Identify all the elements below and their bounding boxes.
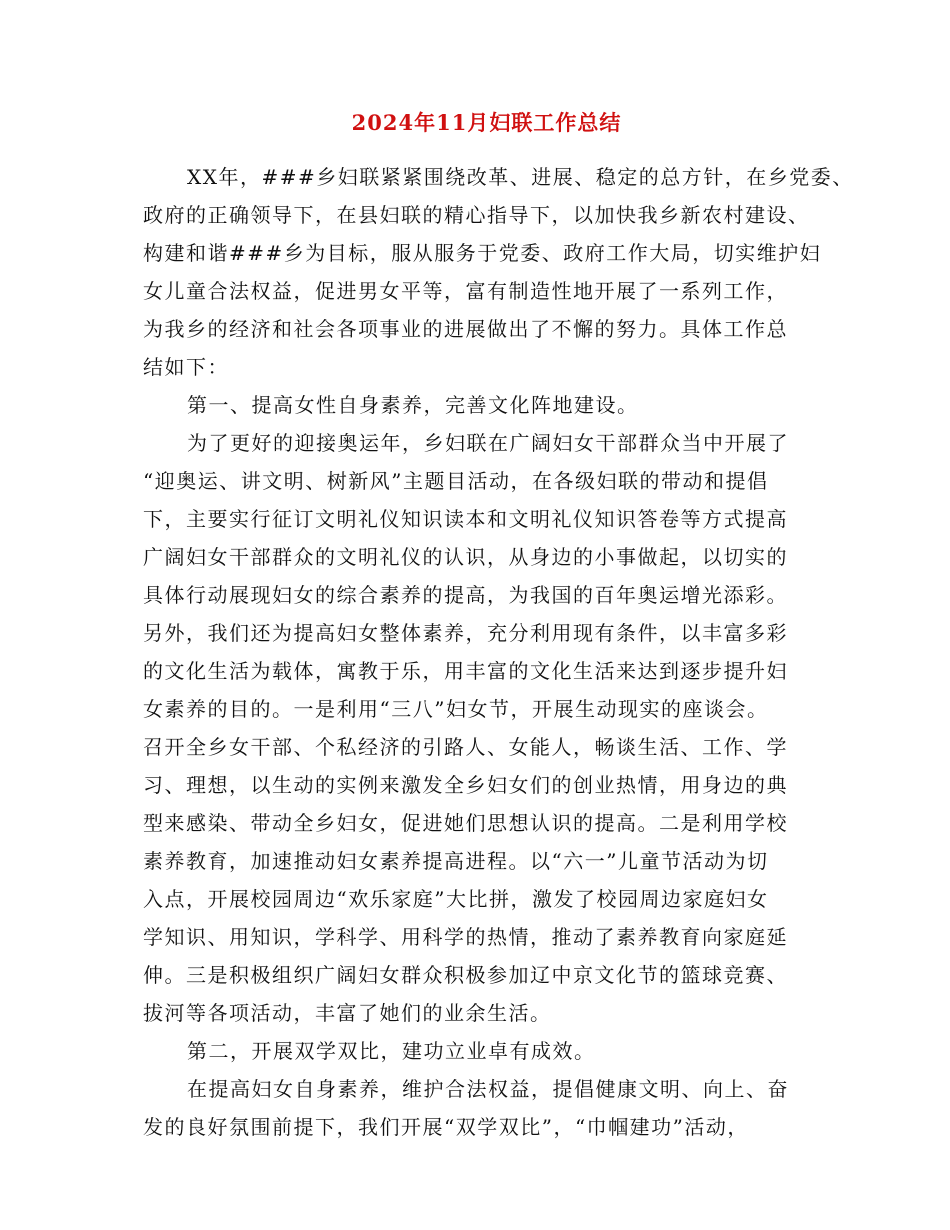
text-line: 的文化生活为载体，寓教于乐，用丰富的文化生活来达到逐步提升妇 bbox=[143, 659, 788, 683]
text-line: 伸。三是积极组织广阔妇女群众积极参加辽中京文化节的篮球竞赛、 bbox=[143, 963, 788, 987]
document-title: 2024年11月妇联工作总结 bbox=[351, 110, 622, 135]
text-line: 第二，开展双学双比，建功立业卓有成效。 bbox=[187, 1039, 596, 1063]
text-line: 女素养的目的。一是利用“三八”妇女节，开展生动现实的座谈会。 bbox=[143, 697, 769, 721]
text-line: 广阔妇女干部群众的文明礼仪的认识，从身边的小事做起，以切实的 bbox=[143, 545, 788, 569]
text-line: 具体行动展现妇女的综合素养的提高，为我国的百年奥运增光添彩。 bbox=[143, 583, 788, 607]
text-line: 在提高妇女自身素养，维护合法权益，提倡健康文明、向上、奋 bbox=[187, 1077, 789, 1101]
text-line: 第一、提高女性自身素养，完善文化阵地建设。 bbox=[187, 393, 639, 417]
text-line: 素养教育，加速推动妇女素养提高进程。以“六一”儿童节活动为切 bbox=[143, 849, 769, 873]
text-line: 入点，开展校园周边“欢乐家庭”大比拼，激发了校园周边家庭妇女 bbox=[143, 887, 769, 911]
text-line: 习、理想，以生动的实例来激发全乡妇女们的创业热情，用身边的典 bbox=[143, 773, 788, 797]
document-body bbox=[143, 158, 854, 1146]
text-line: 为了更好的迎接奥运年，乡妇联在广阔妇女干部群众当中开展了 bbox=[187, 431, 789, 455]
text-line: 拔河等各项活动，丰富了她们的业余生活。 bbox=[143, 1001, 552, 1025]
text-line: 结如下： bbox=[143, 355, 229, 379]
text-line: 为我乡的经济和社会各项事业的进展做出了不懈的努力。具体工作总 bbox=[143, 317, 788, 341]
text-line: 召开全乡女干部、个私经济的引路人、女能人，畅谈生活、工作、学 bbox=[143, 735, 788, 759]
text-line: “迎奥运、讲文明、树新风”主题目活动，在各级妇联的带动和提倡 bbox=[143, 469, 769, 493]
text-line: 女儿童合法权益，促进男女平等，富有制造性地开展了一系列工作， bbox=[143, 279, 788, 303]
text-line: 政府的正确领导下，在县妇联的精心指导下，以加快我乡新农村建设、 bbox=[143, 203, 810, 227]
text-line: 发的良好氛围前提下，我们开展“双学双比”，“巾帼建功”活动， bbox=[143, 1115, 749, 1139]
text-line: XX年，###乡妇联紧紧围绕改革、进展、稳定的总方针，在乡党委、 bbox=[187, 165, 854, 189]
text-line: 型来感染、带动全乡妇女，促进她们思想认识的提高。二是利用学校 bbox=[143, 811, 788, 835]
text-line: 学知识、用知识，学科学、用科学的热情，推动了素养教育向家庭延 bbox=[143, 925, 788, 949]
text-line: 另外，我们还为提高妇女整体素养，充分利用现有条件，以丰富多彩 bbox=[143, 621, 788, 645]
text-line: 下，主要实行征订文明礼仪知识读本和文明礼仪知识答卷等方式提高 bbox=[143, 507, 788, 531]
text-line: 构建和谐###乡为目标，服从服务于党委、政府工作大局，切实维护妇 bbox=[143, 241, 822, 265]
